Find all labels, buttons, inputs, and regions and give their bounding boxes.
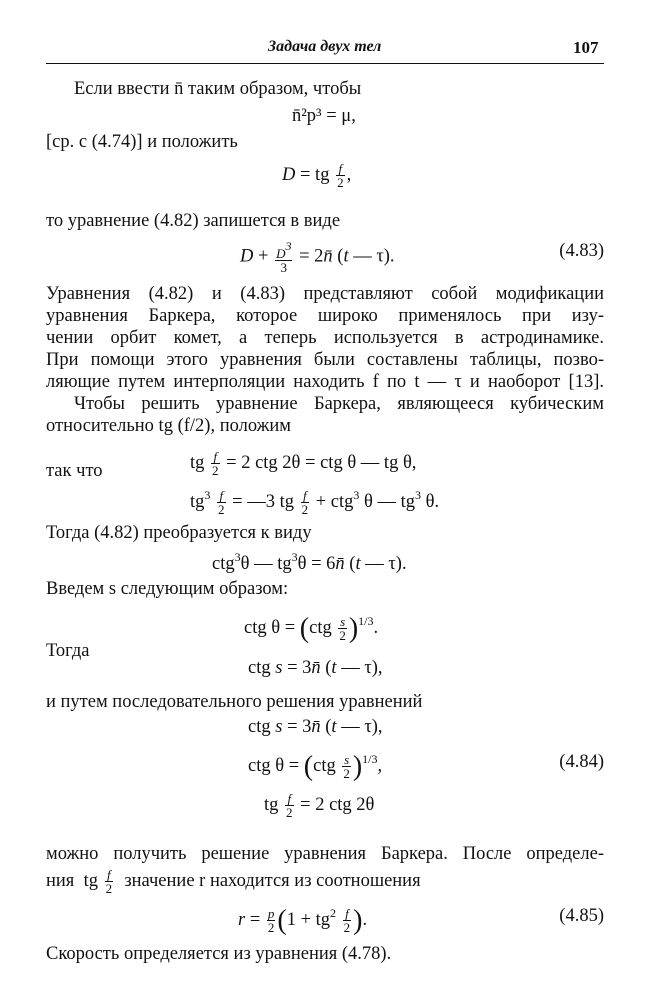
equation: tg $\frac{f}{2}$ = 2 ctg 2θ = ctg θ — tg θ, [190,449,417,478]
text-fragment: ния [46,870,75,891]
text-line: уравнения Баркера, которое широко применялось при изу- [46,306,604,326]
header-rule [46,63,604,64]
text-line: [ср. с (4.74)] и положить [46,132,238,152]
equation: D + $\frac{D3}{3}$ = 2n̄ (t — τ). [240,239,395,275]
text-line: Скорость определяется из уравнения (4.78). [46,944,392,964]
text-line: ния tg $\frac{f}{2}$ значение r находится из соотношения [46,867,421,896]
text-line: Если ввести n̄ таким образом, чтобы [74,79,362,99]
equation: r = $\frac{p}{2}$ ($1 + tg^2$ $\frac{f}{2}$ ). [238,905,368,936]
equation: ctg$^3$θ — $tg^3\theta$ = 6n̄ (t — τ). [212,550,407,574]
text-line: то уравнение (4.82) запишется в виде [46,211,341,231]
text-line: чении орбит комет, а теперь используется в астродинамике. [46,328,604,348]
equation-number: (4.83) [559,241,604,261]
text-line: относительно tg (f/2), положим [46,416,292,436]
text-line: Уравнения (4.82) и (4.83) представляют собой модификации [46,284,604,304]
text-fragment: значение r находится из соотношения [124,870,421,891]
equation: ctg θ = (ctg $\frac{s}{2}$ )$^{1/3}$, [248,751,383,782]
text-line: ляющие путем интерполяции находить f по t — τ и наоборот [13]. [46,372,604,392]
equation-number: (4.85) [559,906,604,926]
equation: ctg s = 3n̄ (t — τ), [248,658,383,678]
text-line: можно получить решение уравнения Баркера. После определе- [46,844,604,864]
equation: tg $\frac{f}{2}$ = 2 ctg 2θ [264,791,375,820]
equation-number: (4.84) [559,752,604,772]
text-line: Чтобы решить уравнение Баркера, являющееся кубическим [74,394,604,414]
text-line: Тогда [46,641,90,661]
text-line: и путем последовательного решения уравнений [46,692,423,712]
page-number: 107 [573,38,599,57]
running-header-title: Задача двух тел [268,38,382,55]
text-line: При помощи этого уравнения были составлены таблицы, позво- [46,350,604,370]
equation: n̄²p³ = μ, [292,106,356,126]
text-line: так что [46,461,103,481]
equation: $tg^3$ $\frac{f}{2}$ = —3 tg $\frac{f}{2}$ + ctg$^3$ θ — $tg^3$ θ. [190,488,440,518]
equation: D = tg $\frac{f}{2}$ , [282,161,352,190]
text-line: Тогда (4.82) преобразуется к виду [46,523,312,543]
equation: ctg θ = (ctg $\frac{s}{2}$ )$^{1/3}$. [244,613,379,644]
equation: ctg s = 3n̄ (t — τ), [248,717,383,737]
text-line: Введем s следующим образом: [46,579,289,599]
